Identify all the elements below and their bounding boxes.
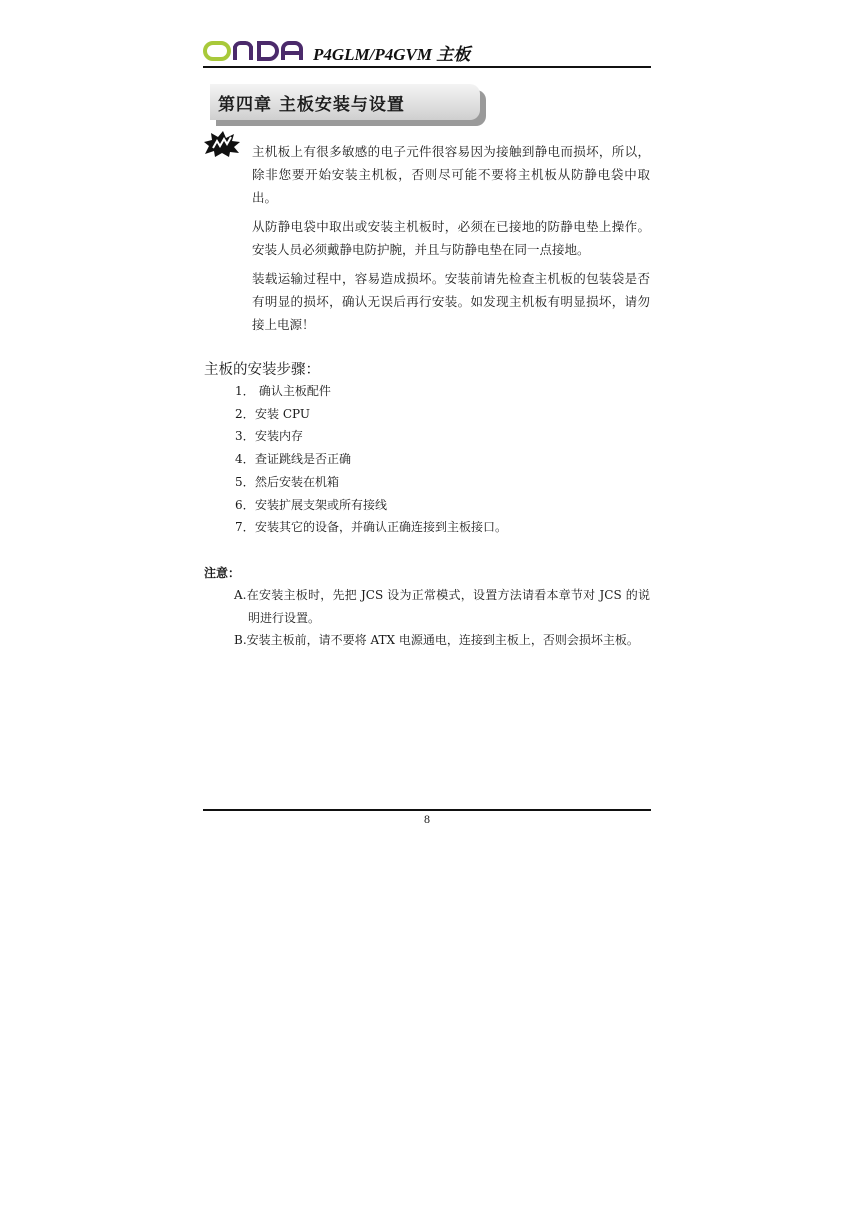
warning-paragraph-3: 装载运输过程中，容易造成损坏。安装前请先检查主机板的包装袋是否有明显的损坏，确认无误后再行安装。如发现主机板有明显损坏，请勿接上电源！: [252, 271, 650, 332]
step-item: [235, 494, 507, 517]
step-number: 4．: [235, 452, 255, 467]
note-item: A.在安装主板时，先把 JCS 设为正常模式，设置方法请看本章节对 JCS 的说明进行设置。: [234, 588, 650, 625]
steps-list: [235, 380, 507, 539]
step-item: [235, 471, 507, 494]
steps-heading: 主板的安装步骤：: [204, 362, 320, 378]
step-number: 2．: [235, 406, 255, 421]
step-number: 3．: [235, 429, 255, 444]
notes-list: [234, 584, 650, 652]
footer-rule: [203, 809, 651, 811]
step-text: 确认主板配件: [255, 384, 331, 398]
step-text: 安装其它的设备，并确认正确连接到主板接口。: [255, 520, 508, 535]
step-number: 5．: [235, 474, 255, 489]
step-item: [235, 516, 507, 539]
step-item: [235, 380, 507, 403]
step-number: 6．: [235, 497, 255, 512]
step-item: [235, 403, 507, 426]
step-number: 1．: [235, 384, 255, 398]
step-text: 安装扩展支架或所有接线: [255, 497, 388, 512]
onda-logo: [203, 40, 315, 62]
step-text: 安装 CPU: [255, 406, 310, 421]
page-number: 8: [424, 812, 430, 826]
step-item: [235, 425, 507, 448]
warning-burst-icon: [203, 130, 241, 158]
step-text: 然后安装在机箱: [255, 474, 340, 489]
step-text: 查证跳线是否正确: [255, 452, 352, 467]
warning-paragraph-2: 从防静电袋中取出或安装主机板时，必须在已接地的防静电垫上操作。安装人员必须戴静电防护腕，并且与防静电垫在同一点接地。: [252, 219, 650, 257]
chapter-title: 第四章 主板安装与设置: [218, 95, 405, 115]
header-rule: [203, 66, 651, 68]
step-text: 安装内存: [255, 429, 304, 444]
page-header: [203, 38, 651, 68]
note-item: B.安装主板前，请不要将 ATX 电源通电，连接到主板上，否则会损坏主板。: [234, 633, 639, 647]
chapter-banner-box: [210, 84, 480, 120]
chapter-banner: [210, 84, 488, 128]
notes-heading: 注意：: [204, 566, 241, 580]
step-item: [235, 448, 507, 471]
warning-paragraph-1: 主机板上有很多敏感的电子元件很容易因为接触到静电而损坏，所以，除非您要开始安装主机板，否则尽可能不要将主机板从防静电袋中取出。: [252, 144, 650, 205]
header-title: P4GLM/P4GVM 主板: [313, 45, 471, 64]
warning-text: [252, 140, 650, 342]
step-number: 7．: [235, 520, 255, 535]
